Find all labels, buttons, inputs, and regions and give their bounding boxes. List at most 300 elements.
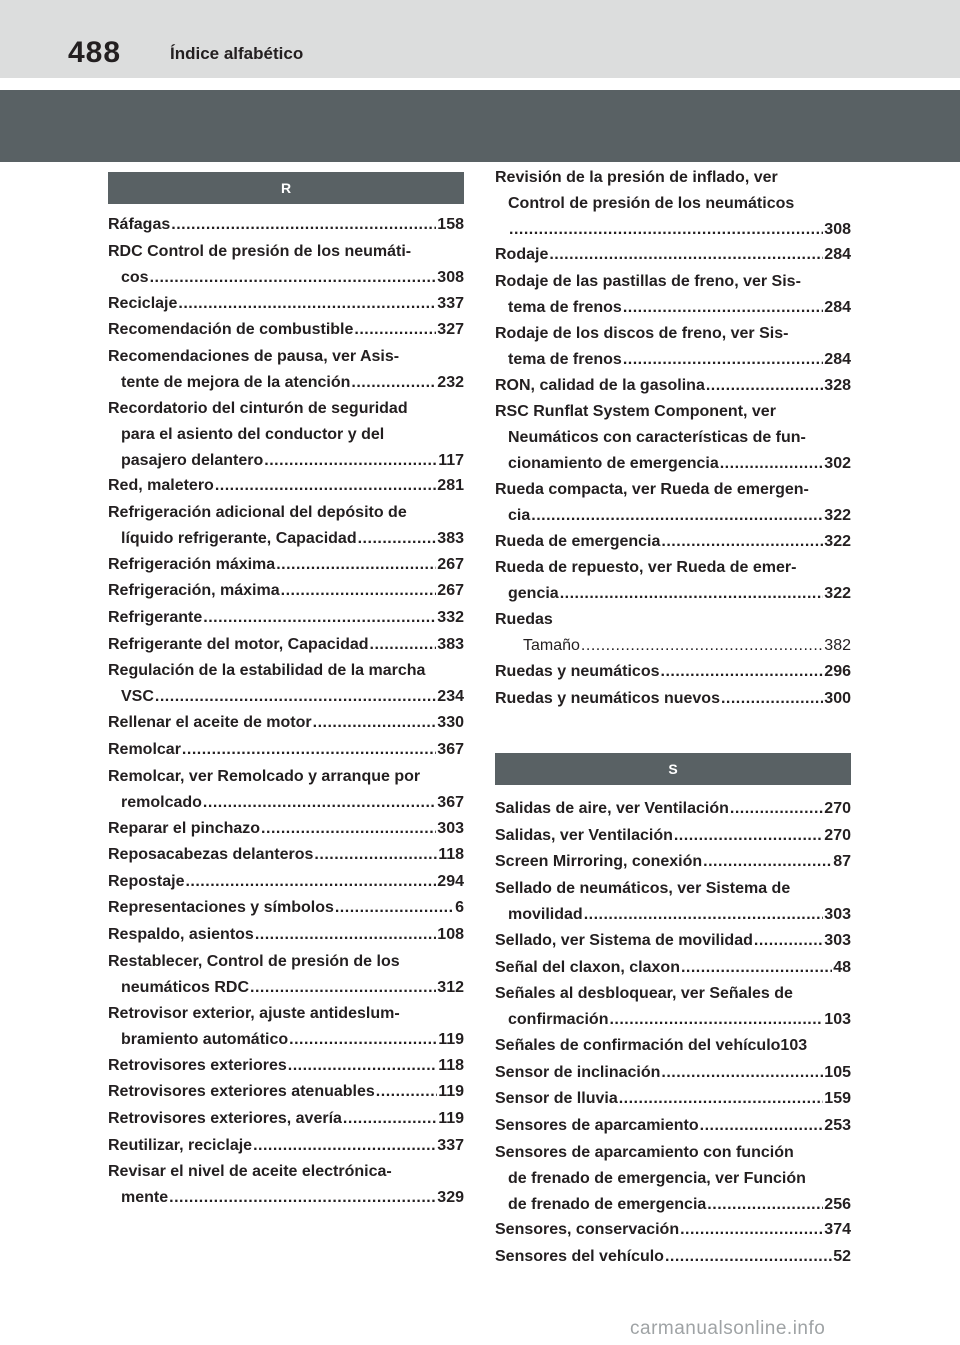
index-entry-line bbox=[108, 370, 464, 396]
index-entry-line bbox=[495, 981, 851, 1007]
entry-text: Sensores del vehículo bbox=[495, 1247, 664, 1265]
index-entry bbox=[108, 239, 464, 291]
entry-text: Sensor de inclinación bbox=[495, 1063, 661, 1081]
page-reference: 284 bbox=[824, 246, 851, 264]
page-number: 488 bbox=[68, 36, 122, 69]
entry-text: Retrovisores exteriores atenuables bbox=[108, 1083, 375, 1101]
page-reference: 383 bbox=[437, 529, 464, 547]
index-entry-line bbox=[108, 1159, 464, 1185]
dot-leader bbox=[681, 955, 832, 981]
index-entry-line bbox=[108, 1079, 464, 1105]
page-header-bar bbox=[0, 0, 960, 78]
dot-leader bbox=[619, 1086, 824, 1112]
index-entry bbox=[108, 869, 464, 895]
index-entry bbox=[108, 1159, 464, 1211]
entry-text: Refrigerante del motor, Capacidad bbox=[108, 635, 369, 653]
dot-leader bbox=[680, 1217, 823, 1243]
index-entry-line bbox=[495, 823, 851, 849]
entry-text: confirmación bbox=[508, 1011, 609, 1029]
entry-text: Reposacabezas delanteros bbox=[108, 846, 314, 864]
entry-text: Representaciones y símbolos bbox=[108, 899, 334, 917]
dot-leader bbox=[261, 816, 436, 842]
index-entry-line bbox=[108, 895, 464, 921]
index-entry-line bbox=[495, 955, 851, 981]
entry-text: Reciclaje bbox=[108, 294, 178, 312]
index-entry bbox=[495, 555, 851, 607]
dot-leader bbox=[288, 1053, 437, 1079]
entry-text: bramiento automático bbox=[121, 1030, 289, 1048]
index-entry-line bbox=[495, 1033, 851, 1059]
page-reference: 253 bbox=[824, 1117, 851, 1135]
entry-text: Sensores, conservación bbox=[495, 1221, 680, 1238]
page-reference: 284 bbox=[824, 350, 851, 368]
entry-text: líquido refrigerante, Capacidad bbox=[121, 529, 357, 547]
entry-text: mente bbox=[121, 1189, 169, 1207]
entry-text: Refrigeración máxima bbox=[108, 555, 276, 573]
entry-text: Salidas de aire, ver Ventilación bbox=[495, 800, 729, 817]
index-entry bbox=[108, 737, 464, 763]
dot-leader bbox=[376, 1079, 437, 1105]
entry-text: Reutilizar, reciclaje bbox=[108, 1136, 253, 1154]
dot-leader bbox=[343, 1106, 437, 1132]
index-entry-line bbox=[495, 1166, 851, 1192]
entry-text: Retrovisores exteriores, avería bbox=[108, 1109, 342, 1127]
index-entry-line bbox=[495, 373, 851, 399]
page-reference: 337 bbox=[437, 1136, 464, 1154]
index-entry bbox=[495, 1086, 851, 1112]
entry-text: Tamaño bbox=[523, 637, 580, 655]
entry-text: Screen Mirroring, conexión bbox=[495, 853, 703, 871]
index-entry-line bbox=[108, 842, 464, 868]
index-entry-line bbox=[108, 1027, 464, 1053]
index-entry-line bbox=[108, 239, 464, 265]
index-entry-line bbox=[495, 321, 851, 347]
page-reference: 332 bbox=[437, 609, 464, 626]
index-entry-line bbox=[108, 737, 464, 763]
entry-text: Restablecer, Control de presión de los bbox=[108, 952, 400, 970]
page-reference: 103 bbox=[824, 1011, 851, 1029]
page-reference: 103 bbox=[780, 1037, 808, 1055]
index-entry-line bbox=[495, 1217, 851, 1243]
page-reference: 256 bbox=[824, 1195, 851, 1213]
index-entry-line bbox=[108, 658, 464, 684]
page-reference: 329 bbox=[437, 1189, 464, 1207]
index-entry-line bbox=[108, 1053, 464, 1079]
page-reference: 382 bbox=[824, 637, 851, 655]
entry-text: Respaldo, asientos bbox=[108, 926, 254, 944]
entry-text: Señal del claxon, claxon bbox=[495, 958, 680, 976]
dot-leader bbox=[354, 317, 436, 343]
entry-text: Refrigeración adicional del depósito de bbox=[108, 503, 407, 521]
entry-text: Sellado, ver Sistema de movilidad bbox=[495, 931, 753, 949]
index-entry-line bbox=[495, 902, 851, 928]
entry-text: Ruedas y neumáticos bbox=[495, 663, 660, 681]
dot-leader bbox=[754, 928, 823, 954]
dot-leader bbox=[169, 1185, 436, 1211]
entry-text: Ruedas bbox=[495, 611, 553, 629]
index-entry bbox=[108, 816, 464, 842]
entry-text: tente de mejora de la atención bbox=[121, 373, 351, 391]
index-entry bbox=[108, 658, 464, 710]
dot-leader bbox=[661, 659, 824, 685]
dot-leader bbox=[665, 1244, 832, 1270]
index-entry bbox=[108, 1133, 464, 1159]
index-entry-line bbox=[108, 684, 464, 710]
dot-leader bbox=[150, 265, 437, 291]
entry-text: tema de frenos bbox=[508, 350, 622, 368]
index-entry bbox=[495, 1033, 851, 1059]
entry-text: RON, calidad de la gasolina bbox=[495, 376, 705, 394]
page-reference: 119 bbox=[438, 1030, 464, 1048]
index-entry bbox=[495, 373, 851, 399]
page-reference: 118 bbox=[438, 846, 464, 864]
entry-text: cionamiento de emergencia bbox=[508, 455, 719, 473]
entry-text: Remolcar, ver Remolcado y arranque por bbox=[108, 767, 421, 785]
index-entry-line bbox=[495, 581, 851, 607]
entry-text: VSC bbox=[121, 688, 154, 706]
index-entry-line bbox=[108, 396, 464, 422]
index-entry-line bbox=[495, 1140, 851, 1166]
page-reference: 119 bbox=[438, 1109, 464, 1127]
page-reference: 300 bbox=[824, 689, 851, 707]
entry-text: movilidad bbox=[508, 905, 583, 923]
dot-leader bbox=[720, 451, 824, 477]
index-entry-line bbox=[108, 605, 464, 631]
page-reference: 281 bbox=[437, 477, 464, 495]
page-reference: 308 bbox=[824, 221, 851, 238]
index-entry-line bbox=[495, 659, 851, 685]
dot-leader bbox=[313, 710, 437, 736]
index-entry-line bbox=[495, 633, 851, 659]
index-entry-line bbox=[108, 922, 464, 948]
entry-text: Sensores de aparcamiento bbox=[495, 1117, 699, 1135]
dot-leader bbox=[255, 922, 436, 948]
index-entry bbox=[495, 1140, 851, 1218]
page-reference: 322 bbox=[824, 506, 851, 524]
index-entry-line bbox=[108, 710, 464, 736]
index-entry-line bbox=[495, 165, 851, 191]
dot-leader bbox=[370, 632, 437, 658]
entry-text: Regulación de la estabilidad de la marcha bbox=[108, 662, 426, 680]
index-entry bbox=[108, 949, 464, 1001]
dot-leader bbox=[703, 849, 832, 875]
index-entry-line bbox=[108, 422, 464, 448]
dot-leader bbox=[203, 790, 436, 816]
page-reference: 87 bbox=[833, 853, 851, 871]
index-entry-line bbox=[495, 849, 851, 875]
page-reference: 52 bbox=[833, 1247, 851, 1265]
dot-leader bbox=[250, 975, 436, 1001]
index-entry-line bbox=[495, 191, 851, 217]
index-entry bbox=[495, 876, 851, 928]
dot-leader bbox=[314, 842, 437, 868]
dot-leader bbox=[178, 291, 436, 317]
page-title: Índice alfabético bbox=[170, 44, 304, 63]
index-entry-line bbox=[495, 1007, 851, 1033]
section-heading-r: R bbox=[108, 172, 464, 204]
index-entry bbox=[108, 710, 464, 736]
entry-text: Refrigerante bbox=[108, 609, 203, 626]
index-entry-line bbox=[495, 529, 851, 555]
page-reference: 302 bbox=[824, 455, 851, 473]
dot-leader bbox=[215, 473, 436, 499]
entry-text: para el asiento del conductor y del bbox=[121, 425, 385, 443]
index-entry-line bbox=[495, 477, 851, 503]
index-entry bbox=[108, 895, 464, 921]
index-entry bbox=[108, 500, 464, 552]
entry-text: RSC Runflat System Component, ver bbox=[495, 403, 776, 421]
page-reference: 118 bbox=[438, 1056, 464, 1074]
index-entry bbox=[108, 344, 464, 396]
index-entry-line bbox=[108, 764, 464, 790]
entry-text: Señales de confirmación del vehículo bbox=[495, 1037, 781, 1055]
index-entry bbox=[108, 1106, 464, 1132]
dot-leader bbox=[560, 581, 824, 607]
dot-leader bbox=[721, 686, 823, 712]
dot-leader bbox=[623, 295, 823, 321]
index-entry-line bbox=[495, 217, 851, 243]
index-entry bbox=[495, 981, 851, 1033]
index-entry bbox=[495, 1060, 851, 1086]
index-entry-line bbox=[108, 869, 464, 895]
index-entry bbox=[495, 1217, 851, 1243]
index-entry bbox=[108, 552, 464, 578]
entry-text: Sellado de neumáticos, ver Sistema de bbox=[495, 879, 791, 897]
page-reference: 158 bbox=[437, 216, 464, 233]
index-entry-line bbox=[108, 949, 464, 975]
page-reference: 322 bbox=[824, 532, 851, 550]
index-entry-line bbox=[495, 1244, 851, 1270]
dot-leader bbox=[549, 242, 823, 268]
entry-text: Recomendaciones de pausa, ver Asis- bbox=[108, 347, 400, 365]
entry-text: pasajero delantero bbox=[121, 451, 264, 469]
page-reference: 6 bbox=[455, 899, 464, 917]
entry-text: Rueda compacta, ver Rueda de emergen- bbox=[495, 480, 809, 498]
index-entry-line bbox=[108, 790, 464, 816]
entry-text: Revisión de la presión de inflado, ver bbox=[495, 169, 778, 186]
entry-text: Recomendación de combustible bbox=[108, 321, 354, 339]
dot-leader bbox=[182, 737, 436, 763]
entry-text: de frenado de emergencia, ver Función bbox=[508, 1169, 806, 1187]
index-entry bbox=[495, 165, 851, 243]
entry-text: Señales al desbloquear, ver Señales de bbox=[495, 985, 793, 1003]
index-entry-line bbox=[108, 500, 464, 526]
index-entry-line bbox=[495, 686, 851, 712]
index-entry bbox=[495, 477, 851, 529]
page-reference: 374 bbox=[824, 1221, 851, 1238]
section-heading-s: S bbox=[495, 753, 851, 785]
entry-text: Ruedas y neumáticos nuevos bbox=[495, 689, 720, 707]
page-reference: 303 bbox=[824, 905, 851, 923]
dot-leader bbox=[661, 529, 823, 555]
page-reference: 308 bbox=[437, 268, 464, 286]
index-entry-line bbox=[108, 1001, 464, 1027]
entry-text: Red, maletero bbox=[108, 477, 214, 495]
index-entry-line bbox=[495, 451, 851, 477]
page-reference: 303 bbox=[437, 819, 464, 837]
index-entry bbox=[108, 396, 464, 474]
index-entry-line bbox=[495, 607, 851, 633]
dot-leader bbox=[707, 1192, 823, 1218]
entry-text: RDC Control de presión de los neumáti- bbox=[108, 242, 412, 260]
entry-text: Refrigeración, máxima bbox=[108, 582, 280, 600]
index-entry-line bbox=[108, 344, 464, 370]
index-entry bbox=[495, 955, 851, 981]
index-entry-line bbox=[108, 1106, 464, 1132]
index-entry-line bbox=[495, 928, 851, 954]
index-entry bbox=[495, 823, 851, 849]
index-entry bbox=[495, 796, 851, 822]
dot-leader bbox=[351, 370, 436, 396]
page-reference: 284 bbox=[824, 298, 851, 316]
index-entry bbox=[495, 607, 851, 659]
page-reference: 234 bbox=[437, 688, 464, 706]
index-entry-line bbox=[495, 1113, 851, 1139]
page-reference: 296 bbox=[824, 663, 851, 681]
entry-text: cia bbox=[508, 506, 531, 524]
entry-text: cos bbox=[121, 268, 149, 286]
index-entry-line bbox=[108, 212, 464, 238]
entry-text: Rodaje de los discos de freno, ver Sis- bbox=[495, 324, 789, 342]
page-reference: 327 bbox=[437, 321, 464, 339]
index-entry bbox=[108, 922, 464, 948]
entry-text: Rueda de emergencia bbox=[495, 532, 661, 550]
index-entry-line bbox=[108, 816, 464, 842]
entry-text: Recordatorio del cinturón de seguridad bbox=[108, 399, 408, 417]
index-entry bbox=[108, 1001, 464, 1053]
page-reference: 48 bbox=[833, 958, 851, 976]
dot-leader bbox=[509, 217, 823, 243]
index-entry bbox=[108, 842, 464, 868]
page-reference: 232 bbox=[437, 373, 464, 391]
dot-leader bbox=[335, 895, 454, 921]
index-entry-line bbox=[108, 975, 464, 1001]
index-entry-line bbox=[108, 578, 464, 604]
index-entry bbox=[108, 1053, 464, 1079]
page-reference: 270 bbox=[824, 826, 851, 844]
page-reference: 367 bbox=[437, 740, 464, 758]
entry-text: Ráfagas bbox=[108, 216, 171, 233]
dot-leader bbox=[264, 448, 437, 474]
page-reference: 105 bbox=[824, 1063, 851, 1081]
page-reference: 367 bbox=[437, 793, 464, 811]
index-entry-line bbox=[495, 399, 851, 425]
dot-leader bbox=[253, 1133, 436, 1159]
entry-text: Rellenar el aceite de motor bbox=[108, 714, 312, 732]
dot-leader bbox=[276, 552, 436, 578]
index-entry-line bbox=[495, 242, 851, 268]
index-entry-line bbox=[108, 1185, 464, 1211]
dot-leader bbox=[700, 1113, 824, 1139]
index-entry-line bbox=[108, 552, 464, 578]
entry-text: Rueda de repuesto, ver Rueda de emer- bbox=[495, 559, 797, 577]
header-banner bbox=[0, 90, 960, 162]
dot-leader bbox=[584, 902, 824, 928]
index-entry bbox=[495, 242, 851, 268]
index-entry bbox=[108, 764, 464, 816]
entry-text: Neumáticos con características de fun- bbox=[508, 429, 806, 447]
dot-leader bbox=[623, 347, 823, 373]
index-entry bbox=[495, 928, 851, 954]
page-reference: 383 bbox=[437, 635, 464, 653]
index-entry bbox=[108, 212, 464, 238]
entry-text: Sensores de aparcamiento con función bbox=[495, 1143, 794, 1161]
entry-text: Rodaje de las pastillas de freno, ver Sis- bbox=[495, 272, 801, 290]
index-entry-line bbox=[495, 796, 851, 822]
entry-text: de frenado de emergencia bbox=[508, 1195, 707, 1213]
index-entry-line bbox=[495, 425, 851, 451]
entry-text: Control de presión de los neumáticos bbox=[508, 195, 795, 212]
index-entry-line bbox=[495, 269, 851, 295]
entry-text: Salidas, ver Ventilación bbox=[495, 826, 673, 844]
index-entry bbox=[108, 578, 464, 604]
index-entry bbox=[495, 529, 851, 555]
entry-text: remolcado bbox=[121, 793, 202, 811]
page-reference: 330 bbox=[437, 714, 464, 732]
dot-leader bbox=[203, 605, 436, 631]
entry-text: Retrovisor exterior, ajuste antideslum- bbox=[108, 1004, 400, 1022]
dot-leader bbox=[155, 684, 436, 710]
index-entry bbox=[108, 291, 464, 317]
index-entry bbox=[108, 1079, 464, 1105]
index-entry bbox=[495, 659, 851, 685]
dot-leader bbox=[674, 823, 823, 849]
dot-leader bbox=[171, 212, 436, 238]
index-entry-line bbox=[108, 632, 464, 658]
dot-leader bbox=[730, 796, 823, 822]
dot-leader bbox=[185, 869, 436, 895]
entry-text: Retrovisores exteriores bbox=[108, 1056, 287, 1074]
index-entry-line bbox=[108, 526, 464, 552]
dot-leader bbox=[706, 373, 823, 399]
index-entry bbox=[495, 1244, 851, 1270]
index-entry-line bbox=[495, 503, 851, 529]
dot-leader bbox=[281, 578, 437, 604]
index-entry-line bbox=[108, 448, 464, 474]
dot-leader bbox=[531, 503, 823, 529]
page-reference: 294 bbox=[437, 872, 464, 890]
entry-text: Revisar el nivel de aceite electrónica- bbox=[108, 1163, 392, 1181]
index-entry bbox=[495, 321, 851, 373]
page-reference: 270 bbox=[824, 800, 851, 817]
page-reference: 119 bbox=[438, 1083, 464, 1101]
watermark: carmanualsonline.info bbox=[630, 1318, 826, 1339]
index-entry-line bbox=[495, 1192, 851, 1218]
entry-text: Remolcar bbox=[108, 740, 181, 758]
index-entry-line bbox=[495, 555, 851, 581]
index-entry bbox=[495, 399, 851, 477]
index-entry bbox=[108, 632, 464, 658]
index-entry-line bbox=[108, 1133, 464, 1159]
page-reference: 108 bbox=[437, 926, 464, 944]
entry-text: neumáticos RDC bbox=[121, 978, 250, 996]
entry-text: Sensor de lluvia bbox=[495, 1090, 618, 1108]
page-reference: 267 bbox=[437, 582, 464, 600]
index-entry-line bbox=[108, 265, 464, 291]
page-reference: 322 bbox=[824, 585, 851, 603]
index-entry-line bbox=[495, 1086, 851, 1112]
entry-text: Rodaje bbox=[495, 246, 549, 264]
index-entry-line bbox=[108, 291, 464, 317]
page-reference: 328 bbox=[824, 376, 851, 394]
entry-text: gencia bbox=[508, 585, 559, 603]
page-reference: 159 bbox=[824, 1090, 851, 1108]
entry-text: Reparar el pinchazo bbox=[108, 819, 261, 837]
dot-leader bbox=[661, 1060, 823, 1086]
page-reference: 312 bbox=[437, 978, 464, 996]
index-entry bbox=[495, 1113, 851, 1139]
dot-leader bbox=[609, 1007, 823, 1033]
